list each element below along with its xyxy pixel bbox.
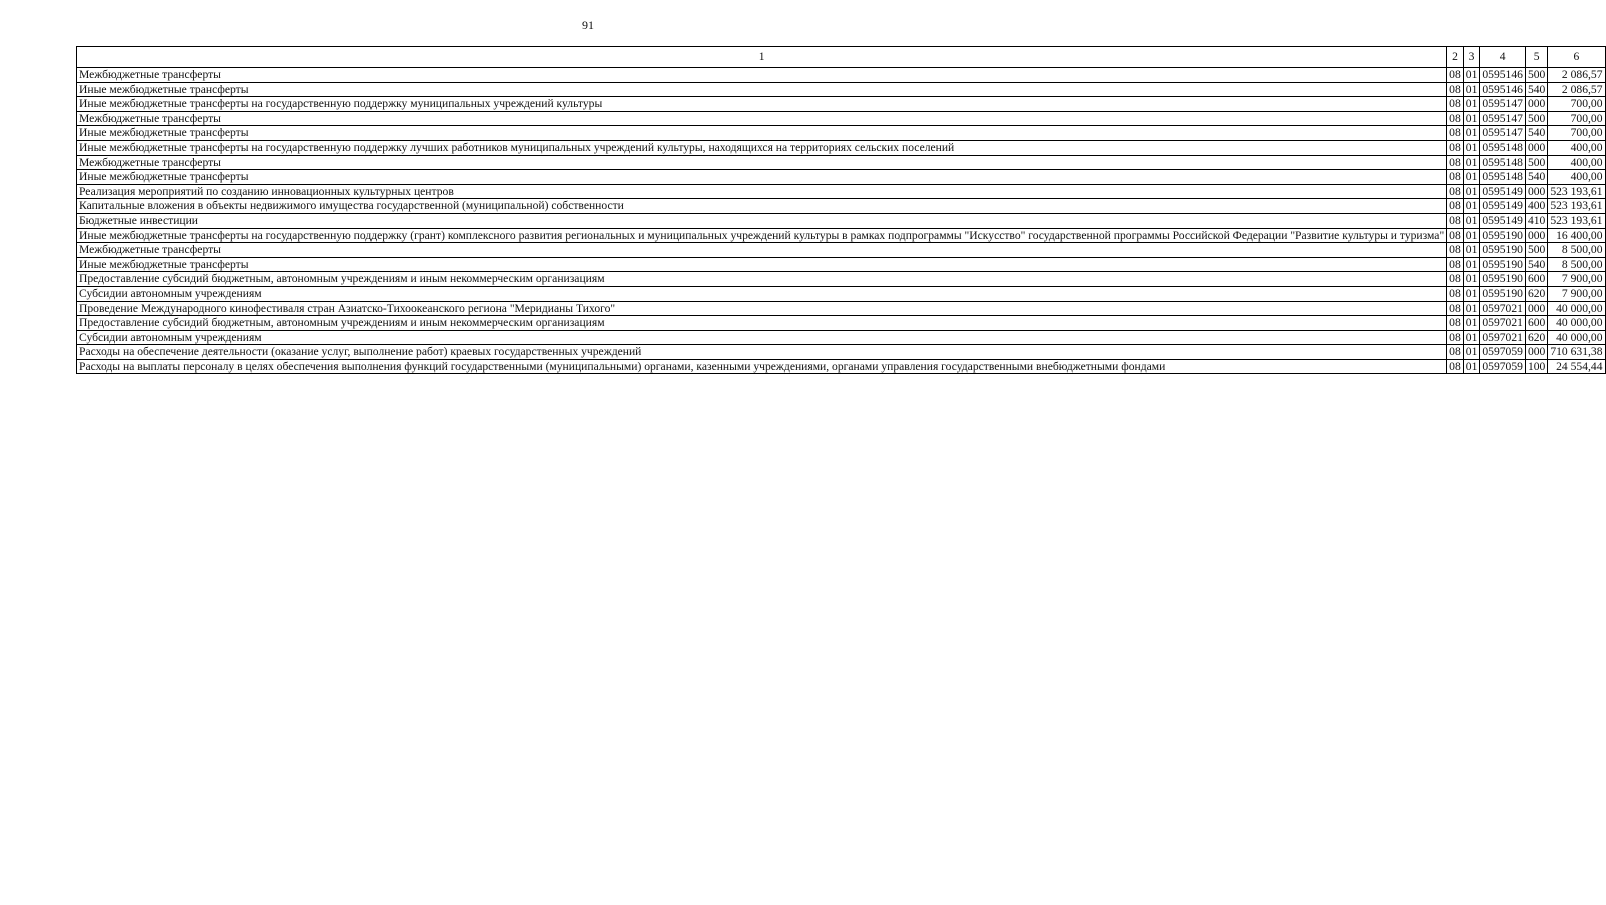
table-row [77, 111, 1606, 126]
row-name-cell: Иные межбюджетные трансферты [77, 257, 1447, 272]
table-row [77, 330, 1606, 345]
target-article-cell: 0597021 [1480, 301, 1526, 316]
table-row [77, 345, 1606, 360]
table-row [77, 286, 1606, 301]
row-name-cell: Предоставление субсидий бюджетным, автономным учреждениям и иным некоммерческим организациям [77, 316, 1447, 331]
table-header-row [77, 47, 1606, 68]
section-code-cell: 08 [1447, 155, 1464, 170]
subsection-code-cell: 01 [1463, 301, 1480, 316]
table-row [77, 213, 1606, 228]
target-article-cell: 0597059 [1480, 359, 1526, 374]
amount-cell: 40 000,00 [1548, 301, 1605, 316]
amount-cell: 700,00 [1548, 97, 1605, 112]
target-article-cell: 0595190 [1480, 257, 1526, 272]
section-code-cell: 08 [1447, 228, 1464, 243]
target-article-cell: 0597059 [1480, 345, 1526, 360]
expense-type-cell: 100 [1525, 359, 1547, 374]
target-article-cell: 0595149 [1480, 199, 1526, 214]
row-name-cell: Расходы на выплаты персоналу в целях обеспечения выполнения функций государственными (муниципальными) органами, казенными учреждениями, органами управления государственными внебюджетными фондами [77, 359, 1447, 374]
subsection-code-cell: 01 [1463, 155, 1480, 170]
subsection-code-cell: 01 [1463, 170, 1480, 185]
row-name-cell: Проведение Международного кинофестиваля стран Азиатско-Тихоокеанского региона "Меридианы Тихого" [77, 301, 1447, 316]
expense-type-cell: 600 [1525, 272, 1547, 287]
section-code-cell: 08 [1447, 257, 1464, 272]
amount-cell: 400,00 [1548, 140, 1605, 155]
row-name-cell: Капитальные вложения в объекты недвижимого имущества государственной (муниципальной) собственности [77, 199, 1447, 214]
expense-type-cell: 620 [1525, 330, 1547, 345]
target-article-cell: 0595190 [1480, 228, 1526, 243]
subsection-code-cell: 01 [1463, 126, 1480, 141]
amount-cell: 710 631,38 [1548, 345, 1605, 360]
expense-type-cell: 500 [1525, 111, 1547, 126]
section-code-cell: 08 [1447, 82, 1464, 97]
subsection-code-cell: 01 [1463, 228, 1480, 243]
header-cell: 1 [77, 47, 1447, 68]
expense-type-cell: 000 [1525, 301, 1547, 316]
section-code-cell: 08 [1447, 301, 1464, 316]
subsection-code-cell: 01 [1463, 68, 1480, 83]
section-code-cell: 08 [1447, 330, 1464, 345]
amount-cell: 2 086,57 [1548, 68, 1605, 83]
target-article-cell: 0595147 [1480, 126, 1526, 141]
expense-type-cell: 540 [1525, 257, 1547, 272]
table-row [77, 301, 1606, 316]
amount-cell: 700,00 [1548, 111, 1605, 126]
row-name-cell: Иные межбюджетные трансферты [77, 126, 1447, 141]
target-article-cell: 0595148 [1480, 170, 1526, 185]
row-name-cell: Иные межбюджетные трансферты [77, 82, 1447, 97]
row-name-cell: Предоставление субсидий бюджетным, автономным учреждениям и иным некоммерческим организациям [77, 272, 1447, 287]
subsection-code-cell: 01 [1463, 184, 1480, 199]
table-row [77, 184, 1606, 199]
expense-type-cell: 000 [1525, 228, 1547, 243]
target-article-cell: 0595148 [1480, 155, 1526, 170]
amount-cell: 8 500,00 [1548, 257, 1605, 272]
subsection-code-cell: 01 [1463, 140, 1480, 155]
subsection-code-cell: 01 [1463, 316, 1480, 331]
subsection-code-cell: 01 [1463, 359, 1480, 374]
amount-cell: 24 554,44 [1548, 359, 1605, 374]
amount-cell: 40 000,00 [1548, 316, 1605, 331]
target-article-cell: 0595149 [1480, 213, 1526, 228]
expense-type-cell: 500 [1525, 155, 1547, 170]
amount-cell: 523 193,61 [1548, 213, 1605, 228]
row-name-cell: Иные межбюджетные трансферты на государственную поддержку муниципальных учреждений культуры [77, 97, 1447, 112]
row-name-cell: Иные межбюджетные трансферты [77, 170, 1447, 185]
amount-cell: 700,00 [1548, 126, 1605, 141]
subsection-code-cell: 01 [1463, 286, 1480, 301]
subsection-code-cell: 01 [1463, 97, 1480, 112]
target-article-cell: 0595190 [1480, 243, 1526, 258]
amount-cell: 2 086,57 [1548, 82, 1605, 97]
target-article-cell: 0595147 [1480, 97, 1526, 112]
row-name-cell: Субсидии автономным учреждениям [77, 330, 1447, 345]
target-article-cell: 0595190 [1480, 272, 1526, 287]
section-code-cell: 08 [1447, 199, 1464, 214]
section-code-cell: 08 [1447, 345, 1464, 360]
section-code-cell: 08 [1447, 184, 1464, 199]
target-article-cell: 0597021 [1480, 330, 1526, 345]
expense-type-cell: 000 [1525, 97, 1547, 112]
target-article-cell: 0597021 [1480, 316, 1526, 331]
section-code-cell: 08 [1447, 272, 1464, 287]
section-code-cell: 08 [1447, 316, 1464, 331]
section-code-cell: 08 [1447, 140, 1464, 155]
subsection-code-cell: 01 [1463, 111, 1480, 126]
subsection-code-cell: 01 [1463, 330, 1480, 345]
amount-cell: 7 900,00 [1548, 272, 1605, 287]
section-code-cell: 08 [1447, 111, 1464, 126]
table-row [77, 199, 1606, 214]
expense-type-cell: 000 [1525, 140, 1547, 155]
amount-cell: 400,00 [1548, 155, 1605, 170]
table-row [77, 97, 1606, 112]
section-code-cell: 08 [1447, 213, 1464, 228]
table-row [77, 68, 1606, 83]
expense-type-cell: 500 [1525, 68, 1547, 83]
subsection-code-cell: 01 [1463, 199, 1480, 214]
row-name-cell: Расходы на обеспечение деятельности (оказание услуг, выполнение работ) краевых государственных учреждений [77, 345, 1447, 360]
expense-type-cell: 000 [1525, 184, 1547, 199]
target-article-cell: 0595149 [1480, 184, 1526, 199]
expense-type-cell: 400 [1525, 199, 1547, 214]
table-row [77, 257, 1606, 272]
subsection-code-cell: 01 [1463, 345, 1480, 360]
target-article-cell: 0595147 [1480, 111, 1526, 126]
row-name-cell: Межбюджетные трансферты [77, 155, 1447, 170]
expense-type-cell: 620 [1525, 286, 1547, 301]
row-name-cell: Бюджетные инвестиции [77, 213, 1447, 228]
target-article-cell: 0595190 [1480, 286, 1526, 301]
table-row [77, 170, 1606, 185]
table-row [77, 243, 1606, 258]
section-code-cell: 08 [1447, 68, 1464, 83]
row-name-cell: Межбюджетные трансферты [77, 68, 1447, 83]
header-cell: 5 [1525, 47, 1547, 68]
expense-type-cell: 000 [1525, 345, 1547, 360]
target-article-cell: 0595146 [1480, 82, 1526, 97]
subsection-code-cell: 01 [1463, 257, 1480, 272]
section-code-cell: 08 [1447, 126, 1464, 141]
amount-cell: 40 000,00 [1548, 330, 1605, 345]
amount-cell: 7 900,00 [1548, 286, 1605, 301]
table-row [77, 140, 1606, 155]
page-number: 91 [582, 18, 594, 32]
amount-cell: 8 500,00 [1548, 243, 1605, 258]
row-name-cell: Межбюджетные трансферты [77, 243, 1447, 258]
amount-cell: 16 400,00 [1548, 228, 1605, 243]
row-name-cell: Реализация мероприятий по созданию инновационных культурных центров [77, 184, 1447, 199]
header-cell: 3 [1463, 47, 1480, 68]
subsection-code-cell: 01 [1463, 243, 1480, 258]
subsection-code-cell: 01 [1463, 82, 1480, 97]
expense-type-cell: 540 [1525, 170, 1547, 185]
subsection-code-cell: 01 [1463, 213, 1480, 228]
row-name-cell: Межбюджетные трансферты [77, 111, 1447, 126]
amount-cell: 400,00 [1548, 170, 1605, 185]
table-body [77, 68, 1606, 374]
table-row [77, 126, 1606, 141]
table-row [77, 316, 1606, 331]
row-name-cell: Субсидии автономным учреждениям [77, 286, 1447, 301]
subsection-code-cell: 01 [1463, 272, 1480, 287]
header-cell: 6 [1548, 47, 1605, 68]
expense-type-cell: 540 [1525, 82, 1547, 97]
section-code-cell: 08 [1447, 359, 1464, 374]
expense-type-cell: 600 [1525, 316, 1547, 331]
header-cell: 2 [1447, 47, 1464, 68]
amount-cell: 523 193,61 [1548, 199, 1605, 214]
table-row [77, 272, 1606, 287]
target-article-cell: 0595146 [1480, 68, 1526, 83]
section-code-cell: 08 [1447, 170, 1464, 185]
table-row [77, 82, 1606, 97]
table-row [77, 228, 1606, 243]
table-row [77, 359, 1606, 374]
section-code-cell: 08 [1447, 243, 1464, 258]
header-cell: 4 [1480, 47, 1526, 68]
row-name-cell: Иные межбюджетные трансферты на государственную поддержку лучших работников муниципальных учреждений культуры, находящихся на территориях сельских поселений [77, 140, 1447, 155]
amount-cell: 523 193,61 [1548, 184, 1605, 199]
expense-type-cell: 500 [1525, 243, 1547, 258]
row-name-cell: Иные межбюджетные трансферты на государственную поддержку (грант) комплексного развития региональных и муниципальных учреждений культуры в рамках подпрограммы "Искусство" государственной программы Российской Федерации "Развитие культуры и туризма" [77, 228, 1447, 243]
target-article-cell: 0595148 [1480, 140, 1526, 155]
table-row [77, 155, 1606, 170]
expense-type-cell: 410 [1525, 213, 1547, 228]
section-code-cell: 08 [1447, 97, 1464, 112]
budget-table [76, 46, 1606, 374]
section-code-cell: 08 [1447, 286, 1464, 301]
expense-type-cell: 540 [1525, 126, 1547, 141]
